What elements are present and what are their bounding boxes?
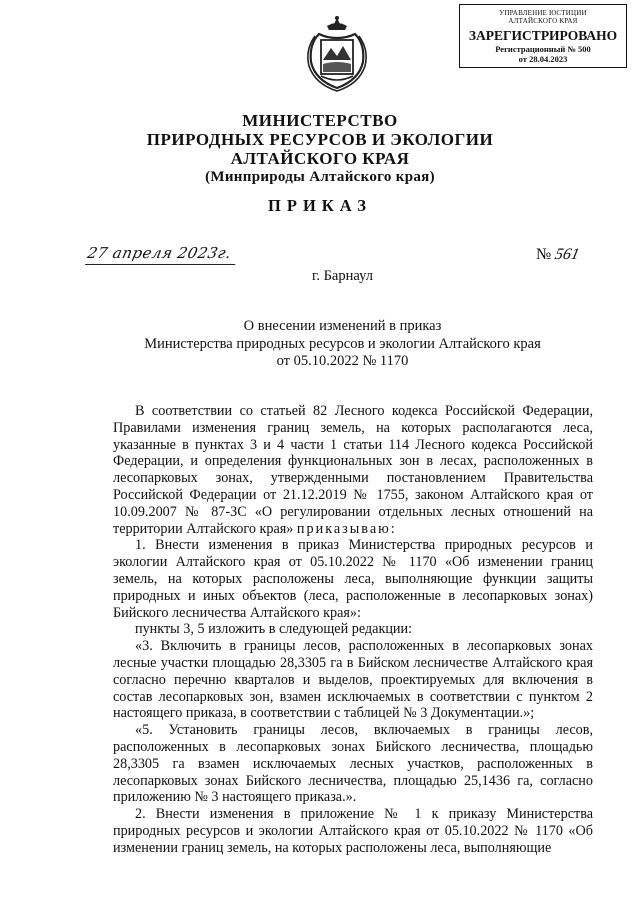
order-number-value: 561	[553, 246, 582, 263]
stamp-registered-label: ЗАРЕГИСТРИРОВАНО	[468, 28, 618, 43]
header-line-3: АЛТАЙСКОГО КРАЯ	[230, 149, 410, 168]
subject-line-3: от 05.10.2022 № 1170	[276, 353, 409, 369]
preamble-order-word: приказываю:	[296, 520, 397, 537]
handwritten-date	[84, 244, 259, 268]
paragraph-point-3: «3. Включить в границы лесов, расположенных в лесопарковых зонах лесные участки площадью 28,3305 га в Бийском лесничестве Алтайского края согласно перечню кварталов и выделов, проектируемых для включения в состав лесопарковых зон, взамен исключаемых в соответствии с пунктом 2 настоящего приказа, в соответствии с таблицей № 3 Документации.»;	[113, 638, 593, 722]
order-number-prefix: №	[536, 246, 552, 263]
ministry-header	[0, 111, 640, 187]
header-line-1: МИНИСТЕРСТВО	[242, 111, 398, 130]
subject-line-1: О внесении изменений в приказ	[243, 318, 442, 334]
stamp-authority-line1: УПРАВЛЕНИЕ ЮСТИЦИИ	[499, 9, 587, 17]
order-body	[113, 403, 593, 857]
header-line-4: (Минприроды Алтайского края)	[205, 169, 435, 185]
paragraph-preamble	[113, 403, 593, 537]
date-underline	[85, 264, 235, 265]
paragraph-item-2: 2. Внести изменения в приложение № 1 к приказу Министерства природных ресурсов и экологии Алтайского края от 05.10.2022 № 1170 «Об изменении границ земель, на которых расположены леса, выполняющие	[113, 806, 593, 856]
order-number	[536, 246, 582, 264]
stamp-registration-date: от 28.04.2023	[518, 54, 568, 64]
registration-stamp	[459, 4, 627, 68]
header-line-2: ПРИРОДНЫХ РЕСУРСОВ И ЭКОЛОГИИ	[146, 130, 494, 149]
paragraph-points-intro: пункты 3, 5 изложить в следующей редакции:	[135, 621, 413, 638]
city: г. Барнаул	[312, 268, 373, 284]
stamp-authority-line2: АЛТАЙСКОГО КРАЯ	[508, 17, 578, 25]
paragraph-point-5: «5. Установить границы лесов, включаемых в границы лесов, расположенных в лесопарковых зонах Бийского лесничества, площадью 28,3305 га взамен исключаемых лесных участков, расположенных в лесопарковых зонах Бийского лесничества, площадью 25,1436 га, согласно приложению № 3 настоящего приказа.».	[113, 722, 593, 806]
document-title: ПРИКАЗ	[268, 196, 372, 215]
preamble-text: В соответствии со статьей 82 Лесного кодекса Российской Федерации, Правилами изменения границ земель, на которых располагаются леса, указанные в пунктах 3 и 4 части 1 статьи 114 Лесного кодекса Российской Федерации, и определения функциональных зон в лесах, расположенных в лесопарковых зонах, утвержденными постановлением Правительства Российской Федерации от 21.12.2019 № 1755, законом Алтайского края от 10.09.2007 № 87-ЗС «О регулировании отдельных лесных отношений на территории Алтайского края»	[113, 403, 593, 537]
order-subject	[0, 318, 640, 371]
stamp-registration-number: Регистрационный № 500	[495, 44, 591, 54]
handwritten-date-text: 27 апреля 2023г.	[85, 244, 234, 262]
coat-of-arms-icon	[301, 14, 373, 92]
paragraph-item-1: 1. Внести изменения в приказ Министерства природных ресурсов и экологии Алтайского края от 05.10.2022 № 1170 «Об изменении границ земель, на которых расположены леса, выполняющие функции защиты природных и иных объектов (леса, расположенные в лесопарковых зонах) Бийского лесничества Алтайского края»:	[113, 537, 593, 621]
subject-line-2: Министерства природных ресурсов и экологии Алтайского края	[144, 335, 541, 352]
